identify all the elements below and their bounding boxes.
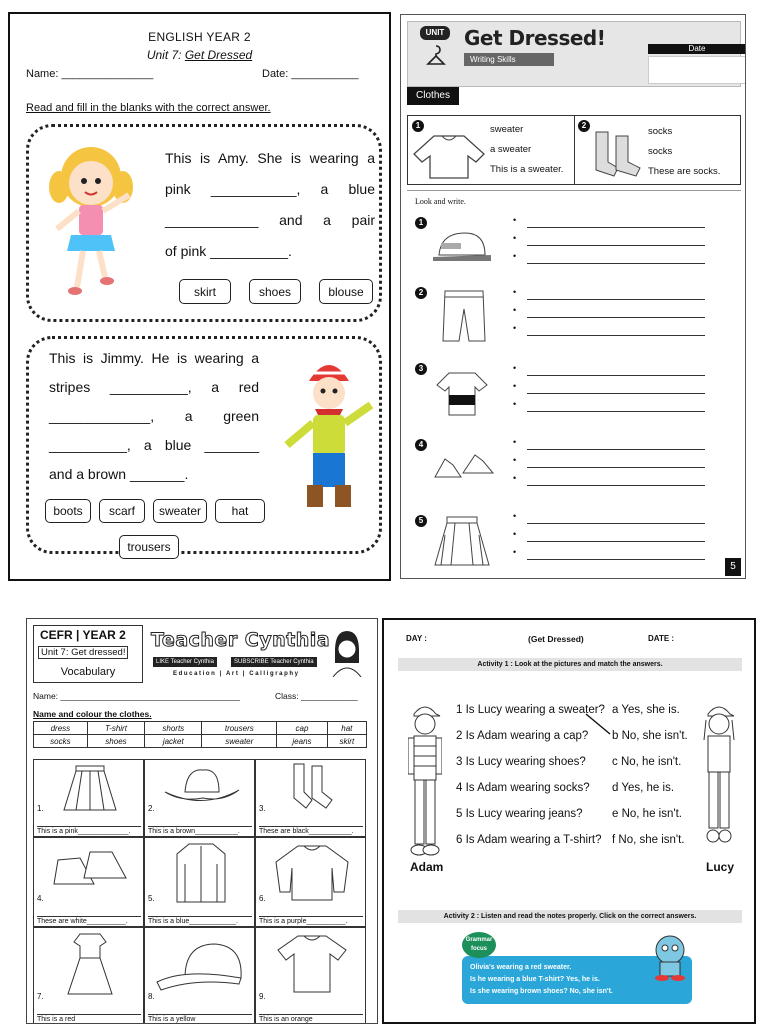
worksheet-get-dressed-activities: [382, 618, 756, 1024]
header-banner: [407, 21, 741, 87]
bullet: •: [513, 363, 517, 373]
name-field[interactable]: Name: _______________: [26, 68, 154, 80]
tshirt-icon: [435, 371, 489, 417]
vocab-word: cap: [277, 722, 327, 735]
tagline: Education | Art | Calligraphy: [173, 671, 300, 677]
answer-e[interactable]: e No, he isn't.: [612, 808, 682, 820]
amy-exercise-box: [26, 124, 382, 322]
cell-caption: This is a pink_____________.: [37, 826, 141, 835]
bullet: •: [513, 437, 517, 447]
answer-line[interactable]: [527, 449, 705, 450]
hanger-icon: [426, 44, 446, 66]
dress-icon: [66, 932, 114, 998]
bullet: •: [513, 455, 517, 465]
cartoon-character-icon: [648, 932, 692, 982]
cell-number: 9.: [259, 992, 266, 1001]
cell-caption: This is a red: [37, 1014, 141, 1023]
cell-caption: This is a brown___________.: [148, 826, 252, 835]
jimmy-line-3: _____________, a green: [49, 408, 259, 424]
cell-number: 7.: [37, 992, 44, 1001]
item-number-1: 1: [415, 217, 427, 229]
amy-line-2: pink ___________, a blue: [165, 181, 375, 197]
cell-number: 1.: [37, 804, 44, 813]
unit-badge: UNIT: [420, 26, 450, 40]
item-number-5: 5: [415, 515, 427, 527]
unit-title: Unit 7: Get Dressed: [146, 48, 253, 62]
example-1-sentence: This is a sweater.: [490, 164, 564, 175]
tshirt-icon: [276, 934, 348, 994]
question-3: 3 Is Lucy wearing shoes?: [456, 756, 586, 768]
socks-icon: [290, 762, 336, 812]
cell-number: 6.: [259, 894, 266, 903]
page-title: (Get Dressed): [528, 634, 584, 644]
jimmy-exercise-box: [26, 336, 382, 554]
word-skirt[interactable]: skirt: [179, 279, 231, 304]
word-trousers[interactable]: trousers: [119, 535, 179, 559]
bullet: •: [513, 529, 517, 539]
vocab-word: shoes: [87, 735, 144, 748]
instruction: Look and write.: [415, 197, 466, 206]
cell-number: 4.: [37, 894, 44, 903]
bullet: •: [513, 511, 517, 521]
answer-line[interactable]: [527, 523, 705, 524]
cefr-header: [33, 625, 143, 683]
cell-number: 5.: [148, 894, 155, 903]
example-1-word: sweater: [490, 124, 524, 135]
amy-line-3: ____________ and a pair: [165, 212, 375, 228]
vocab-word: skirt: [327, 735, 366, 748]
bullet: •: [513, 215, 517, 225]
bullet: •: [513, 547, 517, 557]
amy-line-4: of pink __________.: [165, 243, 292, 259]
grammar-note-3: Is she wearing brown shoes? No, she isn't.: [470, 988, 613, 995]
word-boots[interactable]: boots: [45, 499, 91, 523]
vocab-word: dress: [34, 722, 88, 735]
bullet: •: [513, 251, 517, 261]
vocab-word: hat: [327, 722, 366, 735]
boy-illustration: [279, 353, 379, 523]
answer-line[interactable]: [527, 485, 705, 486]
grid-cell-cap[interactable]: [144, 927, 255, 1024]
sweater-icon: [274, 842, 350, 904]
name-field[interactable]: Name: ______________________________________: [33, 691, 241, 701]
cell-caption: This is an orange: [259, 1014, 363, 1023]
bullet: •: [513, 399, 517, 409]
shorts-icon: [441, 287, 487, 345]
bullet: •: [513, 233, 517, 243]
jimmy-line-1: This is Jimmy. He is wearing a: [49, 350, 259, 366]
grammar-note-1: Olivia's wearing a red sweater.: [470, 964, 572, 971]
table-row: [34, 735, 367, 748]
activity-2-heading: Activity 2 : Listen and read the notes properly. Click on the correct answers.: [398, 910, 742, 923]
cell-caption: These are white__________.: [37, 916, 141, 925]
instruction: Name and colour the clothes.: [33, 709, 152, 719]
cell-number: 2.: [148, 804, 155, 813]
unit-label: Unit 7: Get dressed!: [38, 646, 128, 659]
cell-number: 3.: [259, 804, 266, 813]
activity-1-heading: Activity 1 : Look at the pictures and match the answers.: [398, 658, 742, 671]
facebook-badge: LIKE Teacher Cynthia: [153, 657, 217, 667]
question-2: 2 Is Adam wearing a cap?: [456, 730, 589, 742]
vocab-word: shorts: [145, 722, 202, 735]
answer-line[interactable]: [527, 467, 705, 468]
grid-cell-skirt[interactable]: [33, 759, 144, 837]
teacher-avatar-icon: [329, 629, 365, 677]
amy-line-1: This is Amy. She is wearing a: [165, 150, 375, 166]
vocab-word: jacket: [145, 735, 202, 748]
answer-line[interactable]: [527, 245, 705, 246]
answer-line[interactable]: [527, 393, 705, 394]
vocabulary-label: Vocabulary: [60, 666, 116, 678]
answer-line[interactable]: [527, 559, 705, 560]
cell-caption: This is a purple__________.: [259, 916, 363, 925]
word-shoes[interactable]: shoes: [249, 279, 301, 304]
page-title: Get Dressed!: [464, 26, 606, 50]
hat-icon: [163, 766, 241, 810]
girl-lucy-illustration: [702, 700, 736, 850]
socks-icon: [590, 130, 646, 180]
skirt-icon: [62, 764, 118, 812]
day-label: DAY :: [406, 634, 427, 643]
divider: [407, 190, 741, 191]
boy-adam-illustration: [408, 700, 442, 858]
girl-illustration: [41, 137, 151, 307]
section-label: Clothes: [407, 87, 459, 105]
question-1: 1 Is Lucy wearing a sweater?: [456, 704, 605, 716]
example-number-2: 2: [578, 120, 590, 132]
worksheet-english-year2: [8, 12, 391, 581]
worksheet-vocabulary: [26, 618, 378, 1024]
sweater-icon: [412, 132, 486, 180]
grid-cell-shoes[interactable]: [33, 837, 144, 927]
cefr-label: CEFR | YEAR 2: [40, 628, 126, 642]
vocab-word: jeans: [277, 735, 327, 748]
answer-b[interactable]: b No, she isn't.: [612, 730, 688, 742]
date-field[interactable]: Date: ___________: [262, 68, 359, 80]
cell-number: 8.: [148, 992, 155, 1001]
answer-c[interactable]: c No, he isn't.: [612, 756, 682, 768]
jimmy-line-2: stripes __________, a red: [49, 379, 259, 395]
question-5: 5 Is Lucy wearing jeans?: [456, 808, 583, 820]
word-blouse[interactable]: blouse: [319, 279, 373, 304]
answer-a[interactable]: a Yes, she is.: [612, 704, 680, 716]
answer-line[interactable]: [527, 541, 705, 542]
date-label: DATE :: [648, 634, 675, 643]
question-4: 4 Is Adam wearing socks?: [456, 782, 590, 794]
bullet: •: [513, 381, 517, 391]
item-number-3: 3: [415, 363, 427, 375]
divider: [574, 116, 575, 184]
shoes-icon: [50, 844, 130, 898]
word-scarf[interactable]: scarf: [99, 499, 145, 523]
item-number-4: 4: [415, 439, 427, 451]
table-row: [34, 722, 367, 735]
cell-caption: This is a yellow: [148, 1014, 252, 1023]
answer-line[interactable]: [527, 299, 705, 300]
word-sweater[interactable]: sweater: [153, 499, 207, 523]
bullet: •: [513, 473, 517, 483]
grid-cell-sweater[interactable]: [255, 837, 366, 927]
example-1-phrase: a sweater: [490, 144, 532, 155]
bullet: •: [513, 305, 517, 315]
jacket-icon: [173, 842, 229, 908]
bullet: •: [513, 287, 517, 297]
bullet: •: [513, 323, 517, 333]
answer-f[interactable]: f No, she isn't.: [612, 834, 685, 846]
example-2-phrase: socks: [648, 146, 673, 157]
skirt-icon: [433, 515, 491, 567]
cap-icon: [431, 229, 495, 267]
vocab-word: sweater: [202, 735, 277, 748]
grid-cell-tshirt[interactable]: [255, 927, 366, 1024]
instruction: Read and fill in the blanks with the correct answer.: [26, 102, 271, 114]
grammar-focus-badge: Grammar focus: [462, 932, 496, 958]
worksheet-get-dressed-writing: [400, 14, 746, 579]
example-2-word: socks: [648, 126, 673, 137]
answer-d[interactable]: d Yes, he is.: [612, 782, 675, 794]
match-line: [584, 710, 614, 740]
answer-line[interactable]: [527, 263, 705, 264]
adam-label: Adam: [410, 860, 444, 874]
vocab-word: socks: [34, 735, 88, 748]
grid-cell-hat[interactable]: [144, 759, 255, 837]
answer-line[interactable]: [527, 227, 705, 228]
grid-cell-dress[interactable]: [33, 927, 144, 1024]
cell-caption: These are black___________.: [259, 826, 363, 835]
subtitle: Writing Skills: [464, 53, 554, 66]
vocab-word: T-shirt: [87, 722, 144, 735]
examples-row: [407, 115, 741, 185]
youtube-badge: SUBSCRIBE Teacher Cynthia: [231, 657, 317, 667]
lucy-label: Lucy: [706, 860, 735, 874]
vocabulary-table: [33, 721, 367, 748]
answer-line[interactable]: [527, 317, 705, 318]
answer-line[interactable]: [527, 411, 705, 412]
grammar-note-2: Is he wearing a blue T-shirt? Yes, he is.: [470, 976, 600, 983]
brand-logo: Teacher Cynthia: [151, 629, 331, 651]
word-hat[interactable]: hat: [215, 499, 265, 523]
cell-caption: This is a blue____________.: [148, 916, 252, 925]
shoes-icon: [431, 449, 497, 489]
vocab-word: trousers: [202, 722, 277, 735]
date-label: Date: [648, 44, 746, 54]
grid-cell-jacket[interactable]: [144, 837, 255, 927]
item-number-2: 2: [415, 287, 427, 299]
worksheet-title: ENGLISH YEAR 2: [148, 30, 251, 44]
class-field[interactable]: Class: ____________: [275, 691, 358, 701]
answer-line[interactable]: [527, 375, 705, 376]
clothes-grid: [33, 759, 367, 1024]
cap-icon: [155, 938, 247, 994]
jimmy-line-4: __________, a blue _______: [49, 437, 259, 453]
question-6: 6 Is Adam wearing a T-shirt?: [456, 834, 602, 846]
example-2-sentence: These are socks.: [648, 166, 721, 177]
answer-line[interactable]: [527, 335, 705, 336]
jimmy-line-5: and a brown _______.: [49, 466, 189, 482]
date-input[interactable]: [648, 56, 746, 84]
page-number: 5: [725, 558, 741, 576]
example-number-1: 1: [412, 120, 424, 132]
grid-cell-socks[interactable]: [255, 759, 366, 837]
